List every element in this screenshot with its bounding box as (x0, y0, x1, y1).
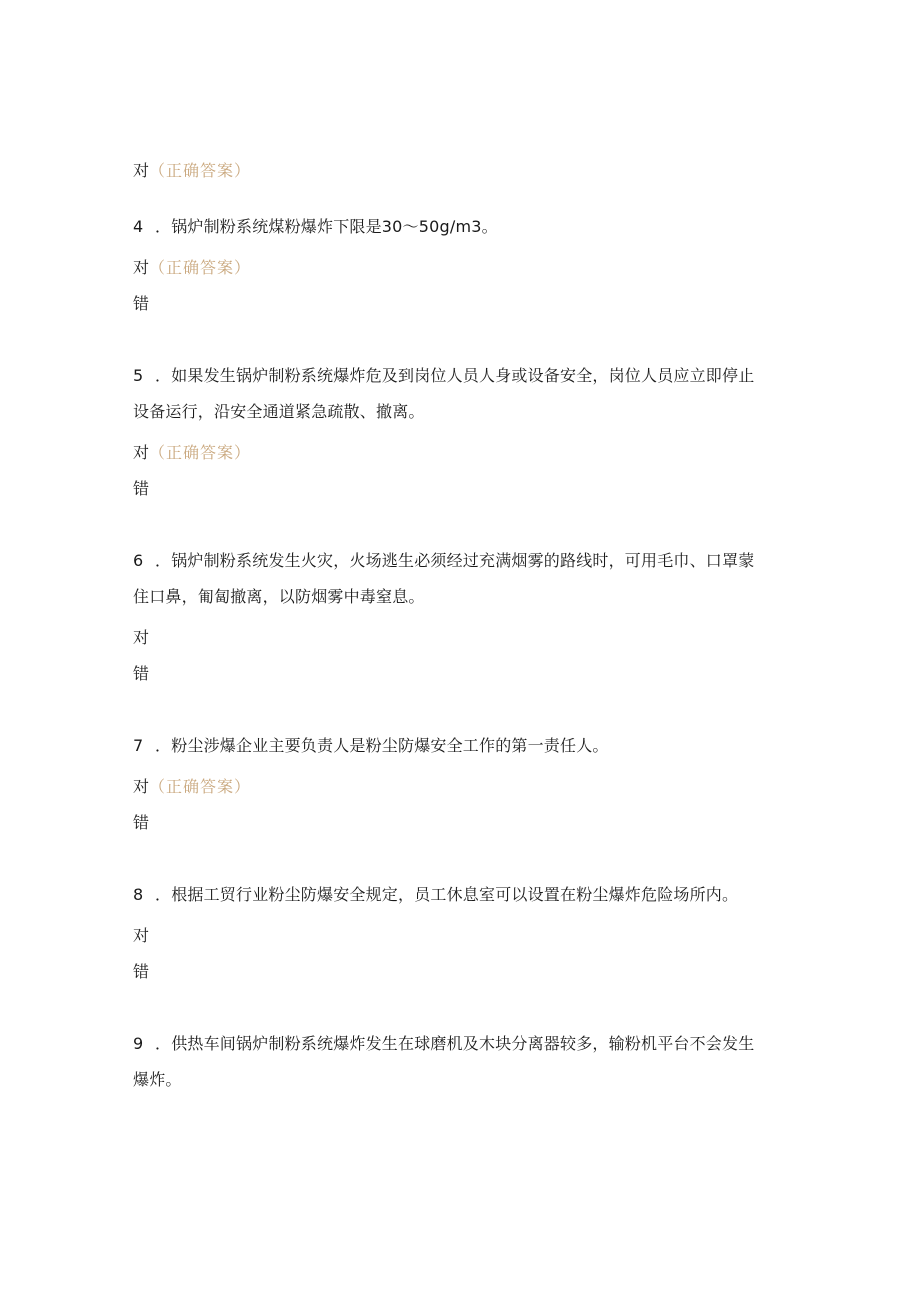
question-number: 6 (133, 551, 144, 570)
option-label: 错 (133, 962, 150, 981)
correct-answer-mark: （正确答案） (149, 161, 252, 180)
option-false (133, 664, 149, 684)
question-5 (133, 366, 754, 386)
option-false (133, 813, 149, 833)
question-9 (133, 1034, 754, 1054)
question-8 (133, 885, 738, 905)
question-text-continuation: 设备运行，沿安全通道紧急疏散、撤离。 (133, 402, 425, 421)
option-true (133, 926, 149, 946)
option-label: 对 (133, 443, 150, 462)
option-false (133, 479, 149, 499)
question-number: 9 (133, 1034, 144, 1053)
question-number: 4 (133, 217, 144, 236)
option-true (133, 777, 251, 797)
option-label: 错 (133, 479, 150, 498)
question-4 (133, 217, 498, 237)
option-label: 对 (133, 628, 150, 647)
option-true (133, 161, 251, 181)
question-text: ．如果发生锅炉制粉系统爆炸危及到岗位人员人身或设备安全，岗位人员应立即停止 (155, 366, 755, 385)
option-true (133, 443, 251, 463)
question-text: ．供热车间锅炉制粉系统爆炸发生在球磨机及木块分离器较多，输粉机平台不会发生 (155, 1034, 755, 1053)
correct-answer-mark: （正确答案） (149, 258, 252, 277)
question-text: ．根据工贸行业粉尘防爆安全规定，员工休息室可以设置在粉尘爆炸危险场所内。 (155, 885, 739, 904)
question-6 (133, 551, 754, 571)
question-number: 5 (133, 366, 144, 385)
question-number: 8 (133, 885, 144, 904)
option-false (133, 962, 149, 982)
question-text: ．锅炉制粉系统煤粉爆炸下限是30～50g∕m3。 (155, 217, 498, 236)
question-number: 7 (133, 736, 144, 755)
option-true (133, 628, 149, 648)
question-text-continuation: 爆炸。 (133, 1070, 182, 1089)
option-label: 错 (133, 294, 150, 313)
option-label: 错 (133, 813, 150, 832)
question-text-continuation: 住口鼻，匍匐撤离，以防烟雾中毒窒息。 (133, 587, 425, 606)
question-7 (133, 736, 609, 756)
option-label: 对 (133, 258, 150, 277)
option-false (133, 294, 149, 314)
question-text: ．锅炉制粉系统发生火灾，火场逃生必须经过充满烟雾的路线时，可用毛巾、口罩蒙 (155, 551, 755, 570)
option-label: 对 (133, 161, 150, 180)
correct-answer-mark: （正确答案） (149, 777, 252, 796)
question-text: ．粉尘涉爆企业主要负责人是粉尘防爆安全工作的第一责任人。 (155, 736, 609, 755)
option-label: 对 (133, 777, 150, 796)
option-true (133, 258, 251, 278)
option-label: 错 (133, 664, 150, 683)
option-label: 对 (133, 926, 150, 945)
correct-answer-mark: （正确答案） (149, 443, 252, 462)
